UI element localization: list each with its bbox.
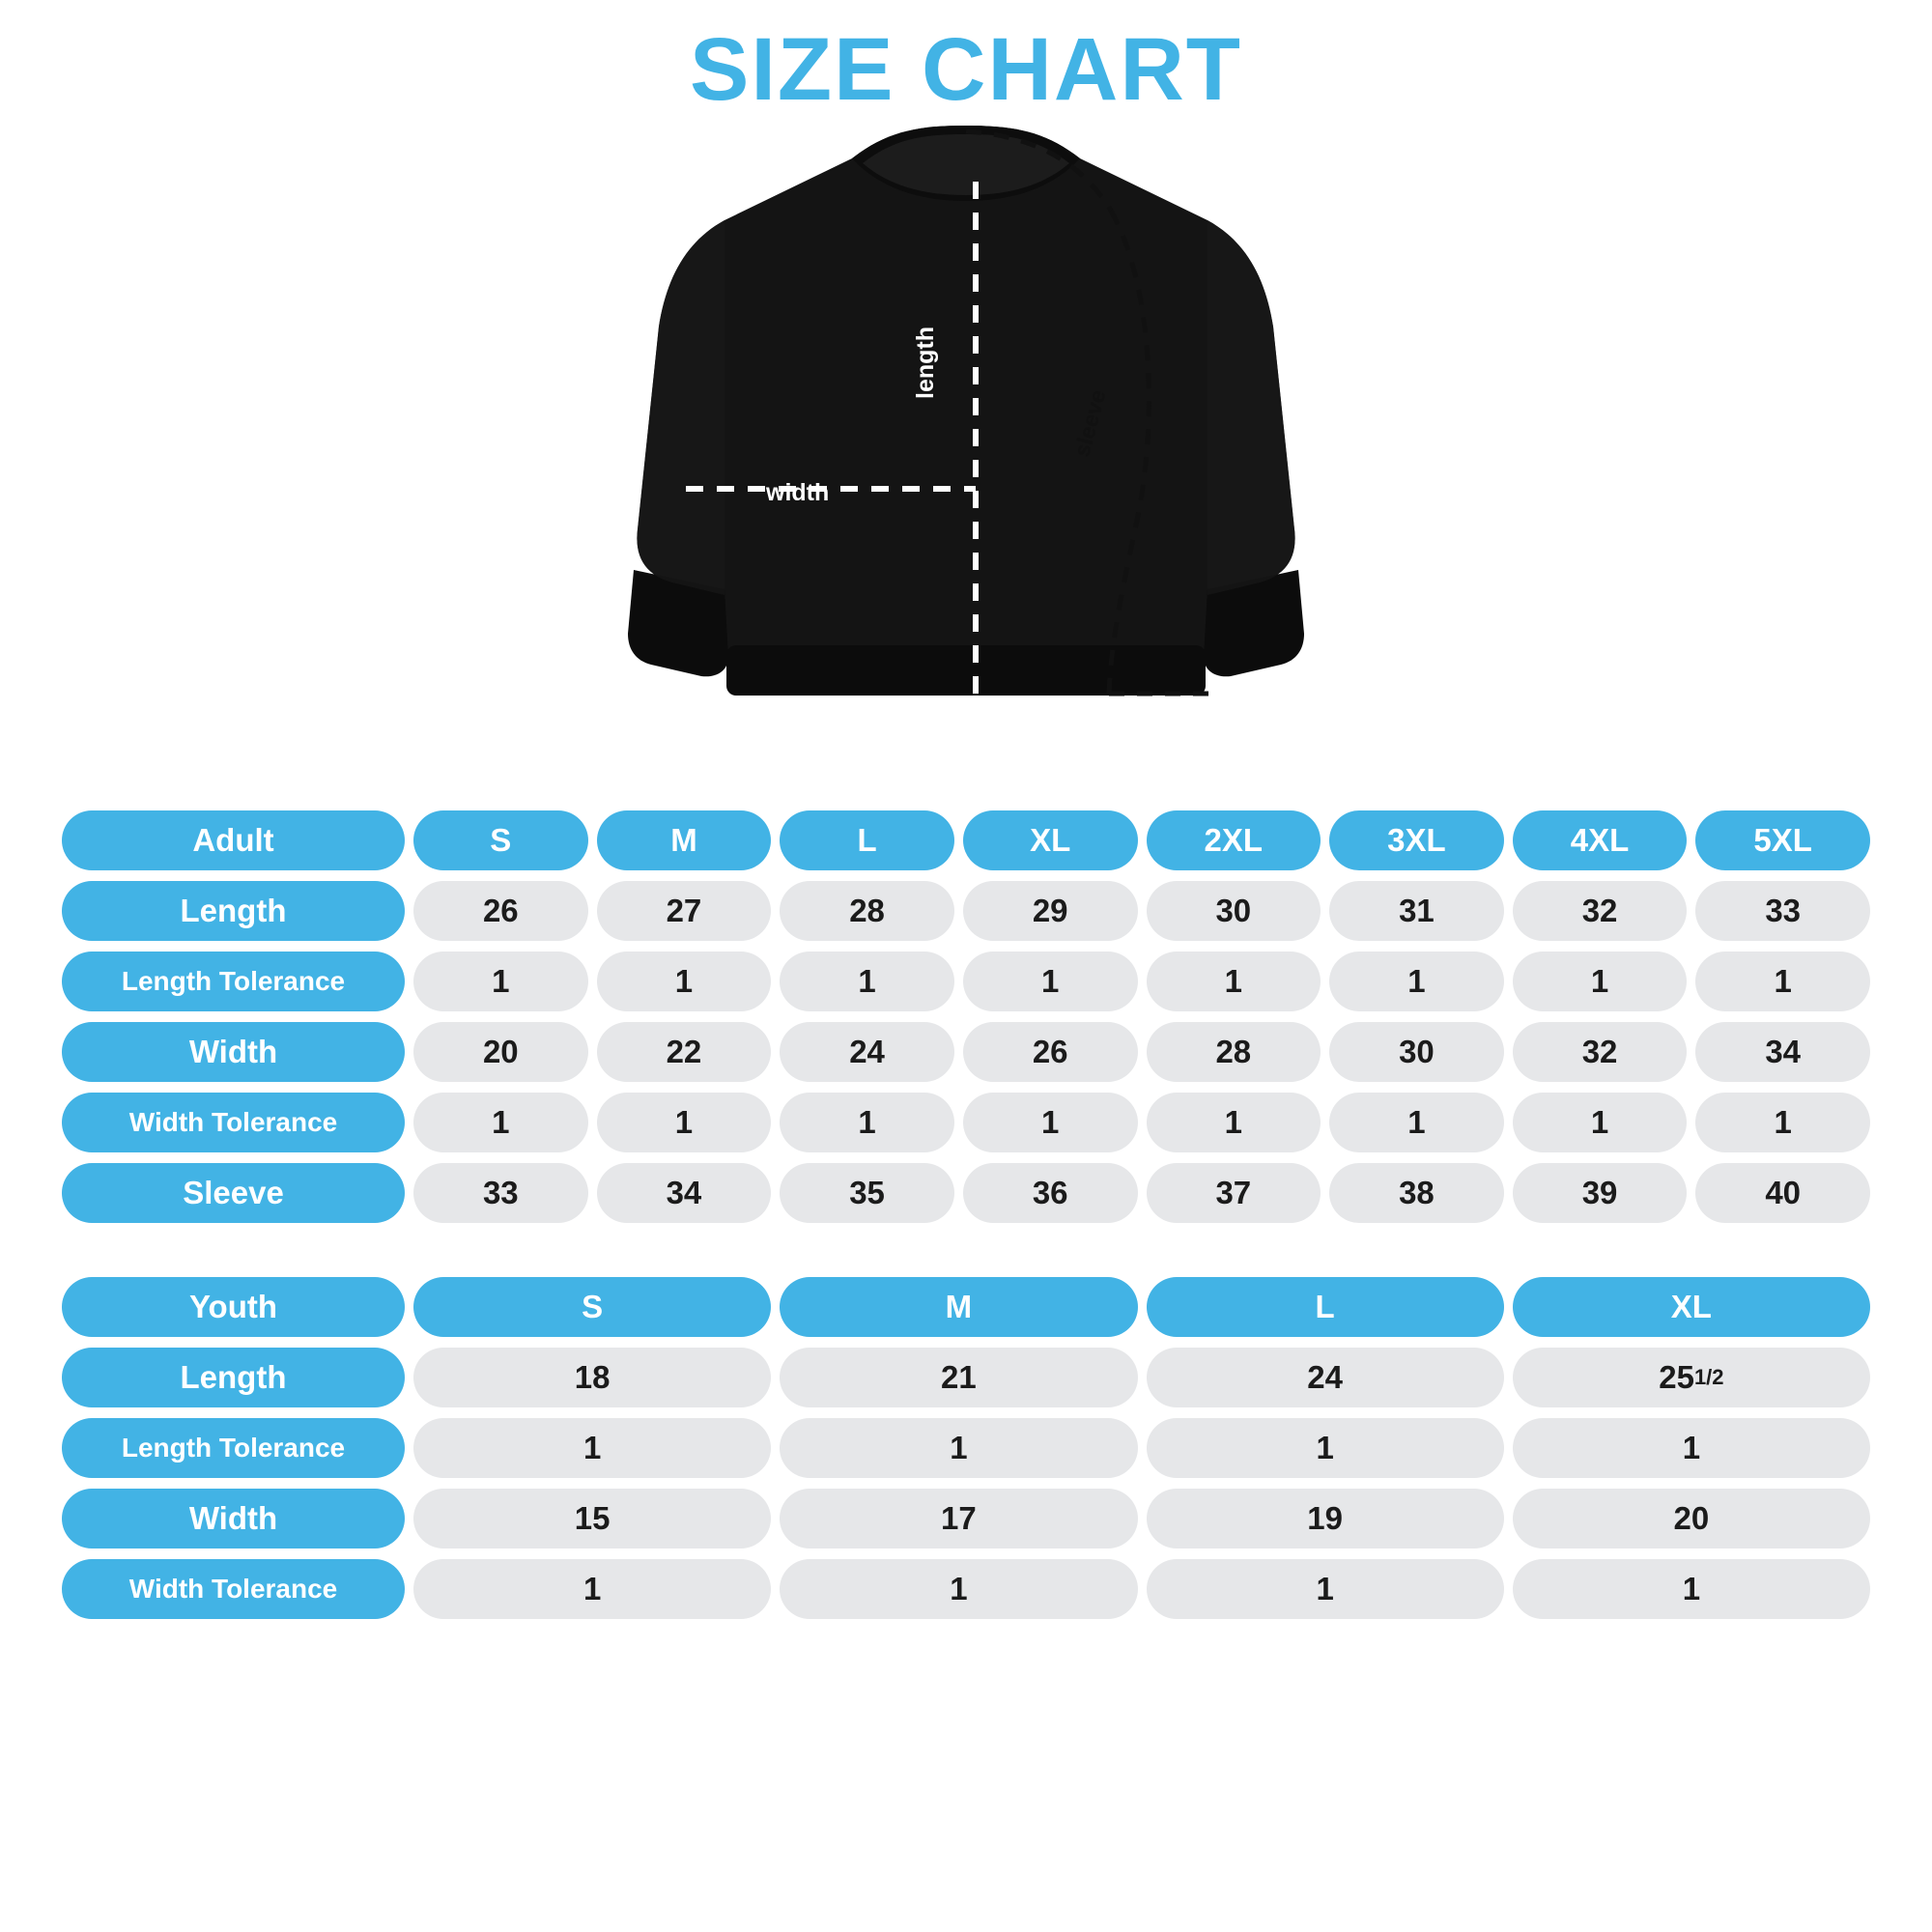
youth-size-header-s: S xyxy=(413,1277,771,1337)
adult-sleeve-3xl: 38 xyxy=(1329,1163,1504,1223)
garment-illustration-area xyxy=(53,124,1879,800)
youth-row-label-width-tolerance: Width Tolerance xyxy=(62,1559,405,1619)
adult-width-tolerance-5xl: 1 xyxy=(1695,1093,1870,1152)
adult-size-header-3xl: 3XL xyxy=(1329,810,1504,870)
youth-length-xl xyxy=(1513,1348,1870,1407)
adult-sleeve-4xl: 39 xyxy=(1513,1163,1688,1223)
youth-length-xl-whole: 25 xyxy=(1659,1359,1694,1395)
youth-row-label-length: Length xyxy=(62,1348,405,1407)
table-row xyxy=(62,1489,1870,1548)
table-row xyxy=(62,1022,1870,1082)
page-title: SIZE CHART xyxy=(690,20,1242,119)
width-label: width xyxy=(766,479,830,506)
adult-size-table xyxy=(53,800,1879,1234)
adult-length-l: 28 xyxy=(780,881,954,941)
adult-length-m: 27 xyxy=(597,881,772,941)
adult-width-4xl: 32 xyxy=(1513,1022,1688,1082)
adult-size-header-2xl: 2XL xyxy=(1147,810,1321,870)
adult-sleeve-l: 35 xyxy=(780,1163,954,1223)
youth-width-m: 17 xyxy=(780,1489,1137,1548)
adult-sleeve-m: 34 xyxy=(597,1163,772,1223)
sweatshirt-graphic xyxy=(628,124,1304,781)
table-row xyxy=(62,1163,1870,1223)
adult-row-label-sleeve: Sleeve xyxy=(62,1163,405,1223)
table-row xyxy=(62,952,1870,1011)
adult-width-tolerance-s: 1 xyxy=(413,1093,588,1152)
youth-length-tolerance-s: 1 xyxy=(413,1418,771,1478)
adult-size-header-5xl: 5XL xyxy=(1695,810,1870,870)
adult-sleeve-s: 33 xyxy=(413,1163,588,1223)
adult-width-3xl: 30 xyxy=(1329,1022,1504,1082)
table-row xyxy=(62,1418,1870,1478)
youth-width-xl: 20 xyxy=(1513,1489,1870,1548)
adult-length-tolerance-m: 1 xyxy=(597,952,772,1011)
adult-length-tolerance-xl: 1 xyxy=(963,952,1138,1011)
table-row xyxy=(62,881,1870,941)
adult-width-m: 22 xyxy=(597,1022,772,1082)
youth-width-tolerance-m: 1 xyxy=(780,1559,1137,1619)
adult-width-tolerance-m: 1 xyxy=(597,1093,772,1152)
adult-row-label-width-tolerance: Width Tolerance xyxy=(62,1093,405,1152)
adult-length-2xl: 30 xyxy=(1147,881,1321,941)
adult-length-tolerance-l: 1 xyxy=(780,952,954,1011)
youth-width-tolerance-s: 1 xyxy=(413,1559,771,1619)
adult-width-tolerance-xl: 1 xyxy=(963,1093,1138,1152)
youth-width-tolerance-xl: 1 xyxy=(1513,1559,1870,1619)
youth-length-l: 24 xyxy=(1147,1348,1504,1407)
adult-length-s: 26 xyxy=(413,881,588,941)
adult-row-label-length: Length xyxy=(62,881,405,941)
adult-corner-label: Adult xyxy=(62,810,405,870)
youth-length-s: 18 xyxy=(413,1348,771,1407)
adult-length-tolerance-s: 1 xyxy=(413,952,588,1011)
adult-length-tolerance-2xl: 1 xyxy=(1147,952,1321,1011)
youth-length-xl-fraction: 1/2 xyxy=(1693,1365,1724,1389)
table-gap-divider xyxy=(53,1234,1879,1266)
table-row xyxy=(62,1093,1870,1152)
adult-width-tolerance-4xl: 1 xyxy=(1513,1093,1688,1152)
adult-width-l: 24 xyxy=(780,1022,954,1082)
adult-length-tolerance-3xl: 1 xyxy=(1329,952,1504,1011)
adult-size-header-l: L xyxy=(780,810,954,870)
length-label: length xyxy=(912,327,939,399)
adult-size-header-m: M xyxy=(597,810,772,870)
garment-illustration xyxy=(628,124,1304,781)
youth-size-header-m: M xyxy=(780,1277,1137,1337)
adult-width-tolerance-3xl: 1 xyxy=(1329,1093,1504,1152)
adult-size-header-xl: XL xyxy=(963,810,1138,870)
youth-length-m: 21 xyxy=(780,1348,1137,1407)
adult-row-label-length-tolerance: Length Tolerance xyxy=(62,952,405,1011)
table-row xyxy=(62,1348,1870,1407)
youth-row-label-length-tolerance: Length Tolerance xyxy=(62,1418,405,1478)
youth-row-label-width: Width xyxy=(62,1489,405,1548)
adult-length-tolerance-5xl: 1 xyxy=(1695,952,1870,1011)
adult-sleeve-5xl: 40 xyxy=(1695,1163,1870,1223)
adult-sleeve-2xl: 37 xyxy=(1147,1163,1321,1223)
adult-length-5xl: 33 xyxy=(1695,881,1870,941)
adult-length-4xl: 32 xyxy=(1513,881,1688,941)
youth-length-tolerance-m: 1 xyxy=(780,1418,1137,1478)
adult-length-tolerance-4xl: 1 xyxy=(1513,952,1688,1011)
adult-length-xl: 29 xyxy=(963,881,1138,941)
youth-width-tolerance-l: 1 xyxy=(1147,1559,1504,1619)
youth-size-header-l: L xyxy=(1147,1277,1504,1337)
adult-length-3xl: 31 xyxy=(1329,881,1504,941)
adult-width-xl: 26 xyxy=(963,1022,1138,1082)
adult-width-tolerance-l: 1 xyxy=(780,1093,954,1152)
sleeve-label: sleeve xyxy=(1068,386,1111,460)
youth-length-tolerance-xl: 1 xyxy=(1513,1418,1870,1478)
adult-width-2xl: 28 xyxy=(1147,1022,1321,1082)
youth-size-table xyxy=(53,1266,1879,1630)
adult-width-s: 20 xyxy=(413,1022,588,1082)
youth-width-l: 19 xyxy=(1147,1489,1504,1548)
youth-width-s: 15 xyxy=(413,1489,771,1548)
table-row xyxy=(62,1559,1870,1619)
table-row-header xyxy=(62,810,1870,870)
adult-width-tolerance-2xl: 1 xyxy=(1147,1093,1321,1152)
adult-width-5xl: 34 xyxy=(1695,1022,1870,1082)
adult-row-label-width: Width xyxy=(62,1022,405,1082)
adult-size-header-4xl: 4XL xyxy=(1513,810,1688,870)
youth-size-header-xl: XL xyxy=(1513,1277,1870,1337)
youth-corner-label: Youth xyxy=(62,1277,405,1337)
table-row-header xyxy=(62,1277,1870,1337)
youth-length-tolerance-l: 1 xyxy=(1147,1418,1504,1478)
adult-sleeve-xl: 36 xyxy=(963,1163,1138,1223)
adult-size-header-s: S xyxy=(413,810,588,870)
